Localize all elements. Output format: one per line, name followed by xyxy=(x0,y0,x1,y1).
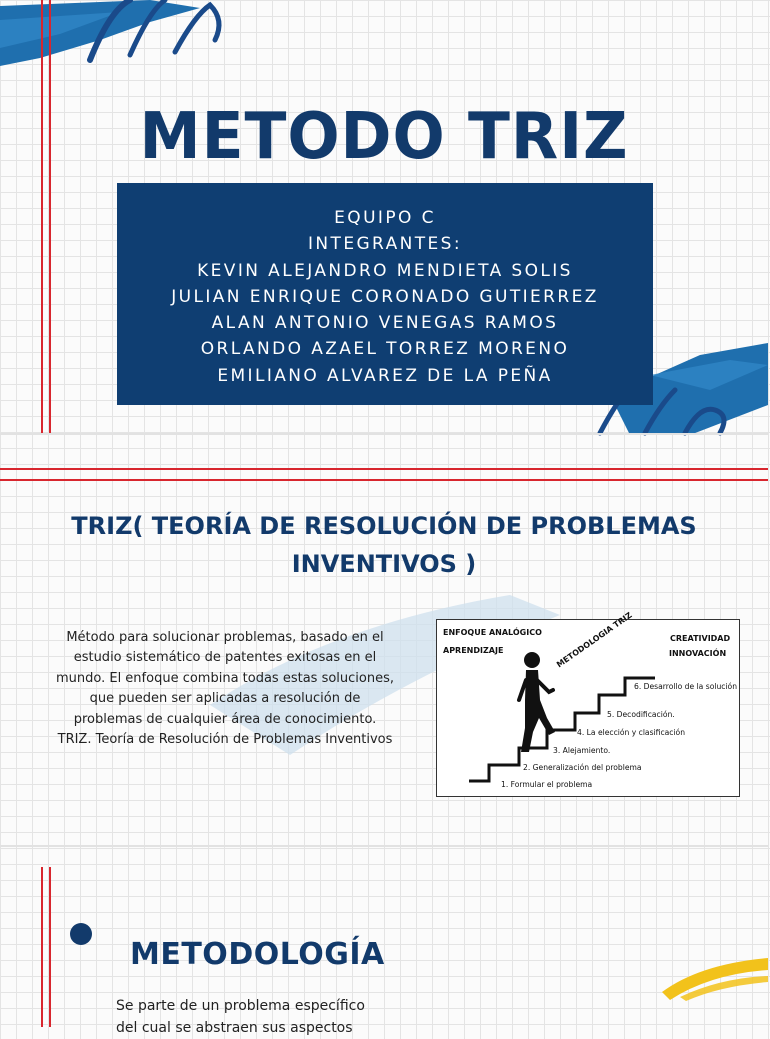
red-vertical-line xyxy=(41,867,43,1027)
section-title: METODOLOGÍA xyxy=(130,937,385,972)
team-line: EMILIANO ALVAREZ DE LA PEÑA xyxy=(217,365,553,386)
section-title xyxy=(60,507,708,583)
brush-stroke-yellow xyxy=(660,952,770,1002)
diagram-label: ENFOQUE ANALÓGICO xyxy=(443,628,542,637)
team-line: EQUIPO C xyxy=(334,208,436,228)
triz-staircase-diagram xyxy=(436,610,740,797)
team-line: KEVIN ALEJANDRO MENDIETA SOLIS xyxy=(197,260,573,281)
diagram-label: CREATIVIDAD xyxy=(670,634,731,643)
team-box xyxy=(117,183,653,405)
diagram-diagonal-label: METODOLOGIA TRIZ xyxy=(555,610,634,670)
team-line: ALAN ANTONIO VENEGAS RAMOS xyxy=(211,313,559,334)
diagram-label: APRENDIZAJE xyxy=(443,646,504,655)
section-title-line: TRIZ( TEORÍA DE RESOLUCIÓN DE PROBLEMAS xyxy=(71,512,697,540)
diagram-label: INNOVACIÓN xyxy=(669,649,727,658)
title-slide xyxy=(0,0,768,433)
slide-title: METODO TRIZ xyxy=(139,100,629,174)
diagram-step-label: 2. Generalización del problema xyxy=(523,763,642,772)
team-line: INTEGRANTES: xyxy=(308,234,462,255)
red-vertical-line xyxy=(49,867,51,1027)
red-horizontal-line xyxy=(0,468,768,470)
red-vertical-line xyxy=(41,0,43,433)
metodologia-slide xyxy=(0,845,768,1036)
red-horizontal-line xyxy=(0,479,768,481)
description-paragraph: Método para solucionar problemas, basado en el estudio sistemático de patentes exitosas en el mundo. El enfoque combina todas estas soluciones, que pueden ser aplicadas a resolución de problemas de cualquier área de conocimiento. TRIZ. Teoría de Resolución de Problemas Inventivos xyxy=(55,630,395,748)
diagram-step-label: 3. Alejamiento. xyxy=(553,746,611,755)
diagram-step-label: 5. Decodificación. xyxy=(607,710,675,719)
section-title-line: INVENTIVOS ) xyxy=(291,550,477,578)
diagram-step-label: 4. La elección y clasificación xyxy=(577,728,686,737)
triz-slide xyxy=(0,433,768,847)
team-line: JULIAN ENRIQUE CORONADO GUTIERREZ xyxy=(171,286,599,307)
red-vertical-line xyxy=(49,0,51,433)
diagram-step-label: 1. Formular el problema xyxy=(501,780,593,789)
bullet-dot xyxy=(70,923,92,945)
brush-stroke-top-left xyxy=(0,0,260,80)
diagram-step-label: 6. Desarrollo de la solución xyxy=(634,682,738,691)
section-text: Se parte de un problema específico del cual se abstraen sus aspectos xyxy=(116,998,365,1036)
team-line: ORLANDO AZAEL TORREZ MORENO xyxy=(200,339,570,360)
